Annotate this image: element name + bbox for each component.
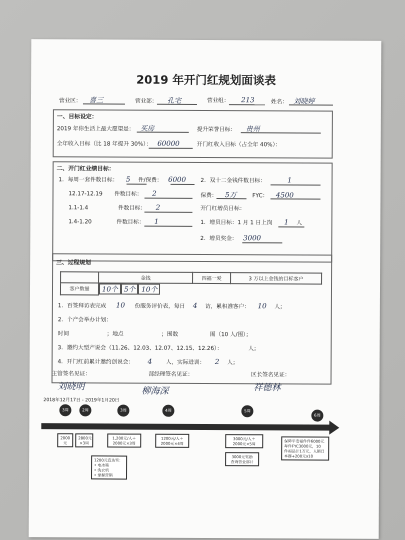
double12-row — [201, 176, 292, 184]
sig1-label: 主管签名见证： — [51, 371, 91, 378]
dept-value: 喜三 — [89, 96, 104, 105]
office-label: 营业部： — [134, 98, 158, 105]
sig-row — [52, 369, 291, 378]
recruit-bonus-row — [200, 234, 261, 242]
section-3-heading: 三、过程规划 — [56, 260, 91, 267]
visit-plan-d: 人； — [274, 304, 286, 311]
weekly-target-value: 5 — [125, 175, 131, 184]
cm-v2: 2 — [214, 358, 220, 367]
recruit-bonus-label: 2．增员奖金： — [200, 235, 238, 243]
timeline-card: 3000元奖励 查询营业部计 — [225, 452, 259, 466]
cm-c: 人； — [227, 360, 239, 367]
timeline-card: 1200元/人＋ 2000元×4周 — [155, 434, 189, 448]
name-label: 姓名： — [270, 99, 288, 106]
period-2-value: 2 — [155, 203, 161, 212]
weekly-premium-value: 6000 — [168, 175, 186, 184]
table-row — [60, 283, 321, 296]
sig3-label: 区长签名见证： — [251, 372, 291, 379]
table-header-cell — [61, 272, 99, 283]
kmh-income-row — [197, 140, 281, 148]
period-1-mid: 件数目标： — [114, 191, 143, 198]
timeline-card: 3000元/人＋ 2000元×5周 — [225, 434, 263, 448]
pm-time: 时间 — [57, 331, 69, 338]
dream-value: 买房 — [140, 124, 155, 133]
period-3-value: 1 — [154, 217, 159, 226]
income-value: 60000 — [157, 139, 180, 148]
kmh-income-label: 开门红收入目标（占全年 40%）： — [196, 141, 281, 149]
recruit-heading: 开门红增员目标： — [200, 205, 246, 213]
table-cell: 5个 — [121, 284, 139, 295]
timeline-week-marker: 4周 — [162, 405, 174, 417]
timeline-card: 2800元 ×3周 — [75, 433, 93, 447]
recruit-bonus-value: 3000 — [243, 234, 262, 243]
timeline-card: 保障平安福件件6000元 每件FYC3000元，10 件福品计1万元，人额目 本器+200元x10 — [281, 436, 329, 460]
double12-label: 2．双十二金钱件数目标： — [200, 177, 266, 185]
group-value: 213 — [241, 96, 255, 105]
weekly-target-row — [59, 175, 186, 184]
product-meeting-heading: 2．个产会举办计划： — [57, 317, 112, 324]
timeline-card: 1,200元/人＋ 2000元×3周 — [107, 433, 141, 447]
period-1-label: 12.17-12.19 — [68, 191, 103, 198]
timeline-bar — [41, 423, 331, 431]
timeline-card: 1200元直达奖： • 电冰箱 • 洗衣机 • 掌握营销 — [91, 455, 127, 479]
group-label: 营业组： — [206, 98, 230, 105]
visit-plan-v2: 4 — [192, 301, 198, 310]
visit-plan-c: 访，累积准客户： — [205, 304, 250, 311]
period-2-label: 1.1-1.4 — [68, 205, 89, 212]
period-1-value: 2 — [152, 189, 157, 198]
period-3-label: 1.4-1.20 — [68, 219, 92, 226]
visit-plan-v3: 10 — [257, 302, 267, 311]
timeline-range: 2018年12月17日 - 2019年1月20日 — [43, 398, 120, 404]
sig1-signature: 刘晓明 — [57, 382, 85, 393]
period-3-mid: 件数目标： — [116, 219, 145, 226]
table-header-cell: 金钱 — [99, 272, 193, 283]
table-header-cell: 四福一爱 — [193, 272, 231, 283]
pm-place: ；地点 — [106, 331, 124, 338]
fyc-label: FYC： — [252, 193, 269, 200]
creation-meeting-row — [58, 357, 239, 366]
fee-label: 保费： — [200, 192, 218, 200]
big-meeting-unit: 人； — [248, 346, 260, 353]
header-group — [207, 96, 255, 104]
timeline-week-marker: 2周 — [79, 404, 91, 416]
fyc-value: 4500 — [275, 191, 294, 200]
pm-unit: 围（10 人/围）； — [209, 332, 252, 339]
timeline-card: 2000元 — [57, 433, 73, 447]
section-1-heading: 一、目标设定： — [56, 114, 98, 121]
table-header-cell: 3 万以上金钱的目标客户 — [231, 273, 322, 284]
weekly-target-label: 1．每周一套件数目标： — [58, 177, 119, 184]
income-label: 全年收入目标（比 18 年提升 30%）： — [56, 141, 152, 148]
honor-value: 贵州 — [245, 125, 260, 134]
table-cell: 10个 — [99, 283, 121, 294]
visit-plan-row — [58, 301, 286, 310]
recruit-target-label: 1．增员目标：1 月 1 日上岗 — [200, 219, 273, 227]
fee-value: 5万 — [225, 191, 237, 200]
pm-count: ；围数 — [161, 331, 179, 338]
dept-label: 营业区： — [58, 98, 82, 105]
sig3-signature: 祥德林 — [253, 383, 281, 394]
period-3-row — [68, 217, 158, 225]
table-cell: 10个 — [138, 284, 160, 295]
big-meeting-row — [58, 343, 260, 352]
product-meeting-row — [58, 329, 252, 338]
cm-v1: 4 — [147, 357, 153, 366]
timeline-week-marker: 3周 — [117, 405, 129, 417]
sig2-label: 部经理签名见证： — [148, 371, 194, 378]
table-row-label: 客户数量 — [60, 283, 98, 295]
visit-plan-b: 份服务评价表，每日 — [134, 303, 186, 310]
recruit-target-value: 1 — [284, 218, 289, 227]
form-title: 2019 年开门红规划面谈表 — [136, 72, 276, 88]
income-row — [57, 139, 180, 148]
period-2-mid: 件数目标： — [117, 205, 147, 212]
recruit-target-unit: 人 — [296, 220, 302, 227]
timeline-week-marker: 3周 — [59, 404, 71, 416]
timeline-week-marker: 5周 — [241, 405, 253, 417]
period-2-row — [68, 203, 160, 211]
big-meeting-label: 3．邀约大型产说会（11.26、12.03、12.07、12.15、12.26）： — [57, 345, 223, 353]
double12-value: 1 — [287, 176, 292, 185]
weekly-target-mid: 件/保费： — [138, 177, 163, 184]
visit-plan-v1: 10 — [115, 301, 125, 310]
dream-label: 2019 年你生活上最大愿望是： — [56, 126, 135, 133]
recruit-target-row — [200, 218, 302, 227]
interview-form-sheet — [29, 39, 382, 539]
office-value: 孔宅 — [167, 96, 182, 105]
period-1-row — [68, 189, 156, 197]
name-value: 刘晓婷 — [293, 97, 315, 106]
cm-b: 人，实际进训： — [165, 359, 206, 367]
timeline-arrow-icon — [329, 421, 339, 435]
honor-label: 提升荣誉目标： — [196, 126, 237, 134]
sig2-signature: 柳海深 — [141, 386, 169, 397]
visit-plan-a: 1．百签拜访表完成 — [57, 303, 107, 310]
timeline-week-marker: 6周 — [311, 410, 323, 422]
cm-label: 4．开门红前累计邀约创说会： — [57, 359, 134, 366]
customer-table — [60, 271, 322, 296]
section-2-heading: 二、开门红业绩目标： — [56, 166, 115, 173]
